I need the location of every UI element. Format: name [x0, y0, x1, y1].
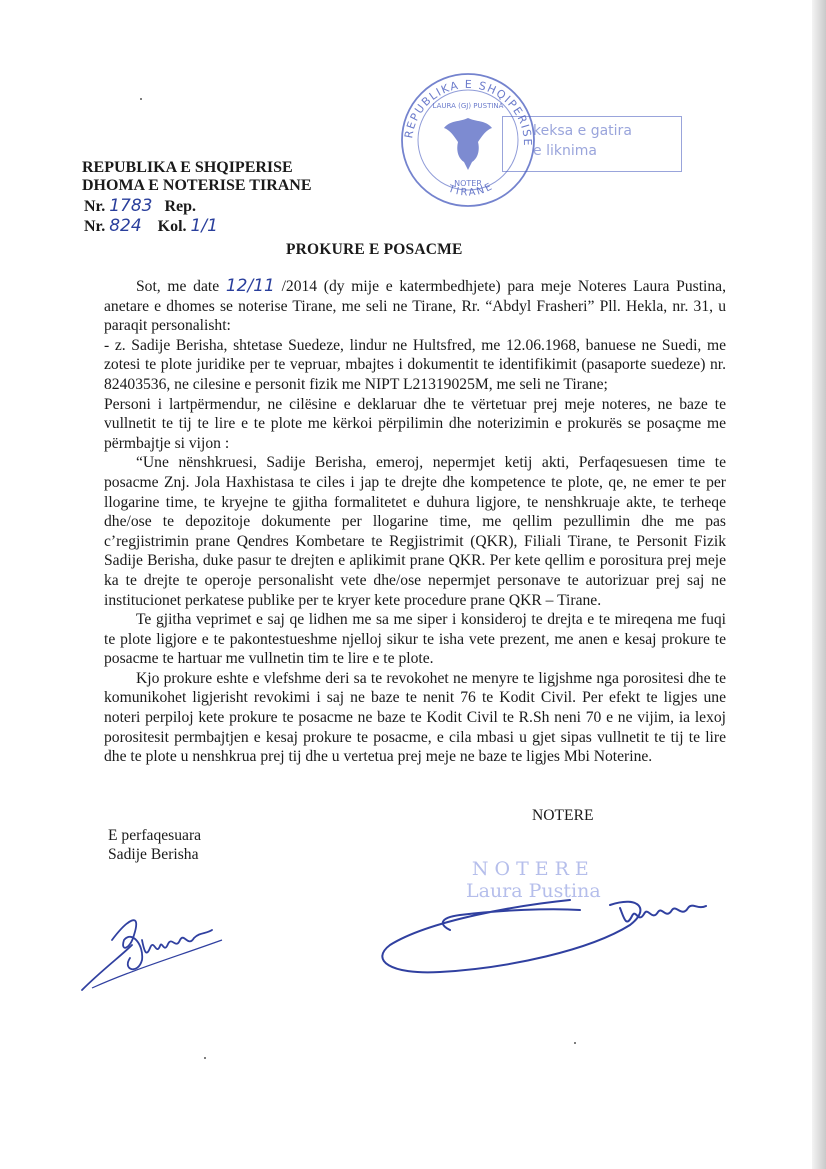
kol-number: 824	[109, 216, 142, 236]
notary-label: NOTERE	[532, 807, 594, 824]
paragraph-validity: Kjo prokure eshte e vlefshme deri sa te revokohet ne menyre te ligjshme nga porositesi dhe te komunikohet ligjerisht revokimi i saj ne baze te nenit 76 te Kodit Civil. Per efekt te ligjes une noteri perpiloj kete prokure te posacme ne baze te Kodit Civil te R.Sh neni 70 e ne vijim, ia lexoj porositesit permbajtjen e kesaj prokure te posacme, e cila mbasi u gjet sipas vullnetit te tij te lire dhe te plote u nenshkrua prej tij dhe u vertetua prej meje ne baze te ligjes Mbi Noterine.	[104, 669, 726, 766]
nr-label-2: Nr.	[84, 218, 106, 235]
svg-text:NOTER: NOTER	[454, 179, 482, 188]
rectangular-stamp	[502, 116, 682, 172]
header-republic: REPUBLIKA E SHQIPERISE	[82, 159, 293, 176]
paragraph-person: - z. Sadije Berisha, shtetase Suedeze, lindur ne Hultsfred, me 12.06.1968, banuese ne Suedi, me zotesi te plote juridike per te vepruar, mbajtes i dokumentit te identifikimit (pasaporte suedeze) nr. 82403536, ne cilesine e personit fizik me NIPT L21319025M, me seli ne Tirane;	[104, 336, 726, 393]
represented-party	[108, 826, 201, 864]
rect-stamp-line2: e liknima	[533, 143, 597, 159]
scan-speck	[140, 98, 142, 100]
page-edge-shadow	[812, 0, 826, 1169]
header-chamber: DHOMA E NOTERISE TIRANE	[82, 177, 312, 194]
date-rest: /2014 (dy mije e katermbedhjete) para meje Noteres Laura Pustina, anetare e dhomes se noterise Tirane, me seli ne Tirane, Rr. “Abdyl Frasheri” Pll. Hekla, nr. 31, u paraqit personalisht:	[104, 278, 726, 335]
handwritten-date: 12/11	[225, 276, 275, 296]
notary-stamp-name: Laura Pustina	[466, 880, 601, 902]
scan-speck	[574, 1042, 576, 1044]
paragraph-date	[104, 277, 726, 336]
kol-label: Kol.	[157, 218, 187, 235]
rep-label: Rep.	[164, 198, 197, 215]
rep-number-row	[84, 196, 196, 216]
represented-title: E perfaqesuara	[108, 827, 202, 844]
client-signature	[72, 900, 242, 1000]
scan-speck	[204, 1057, 206, 1059]
paragraph-mandate: “Une nënshkruesi, Sadije Berisha, emeroj, nepermjet ketij akti, Perfaqesuesen time te posacme Znj. Jola Haxhistasa te ciles i jap te drejte dhe kompetence te plote, qe, ne emer te per llogarine time, te kryejne te gjitha formalitetet e duhura ligjore, te nenshkruaje akte, te terheqe dhe/ose te depozitoje dokumente per llogarine time, me qellim pezullimin dhe me pas c’regjistrimin prane Qendres Kombetare te Regjistrimit (QKR), Filiali Tirane, te Personit Fizik Sadije Berisha, duke pasur te drejten e aplikimit prane QKR. Per kete qellim e porositura prej meje ka te drejte te operoje personalisht vete dhe/ose nepermjet personave te autorizuar prej saj ne institucionet perkatese publike per te kryer kete procedure prane QKR – Tirane.	[104, 454, 726, 609]
nr-label: Nr.	[84, 198, 106, 215]
rect-stamp-line1: keksa e gatira	[533, 123, 632, 139]
document-title: PROKURE E POSACME	[286, 241, 463, 258]
notary-signature	[370, 880, 730, 990]
document-header	[82, 159, 312, 195]
notary-stamp-title: NOTERE	[471, 858, 595, 880]
svg-text:TIRANE: TIRANE	[446, 180, 496, 199]
paragraph-actions: Te gjitha veprimet e saj qe lidhen me sa me siper i konsideroj te drejta e te mireqena me fuqi te plote ligjore e te pakontestueshme njelloj sikur te isha vete prezent, me anen e kesaj prokure te posacme te hartuar me vullnetin tim te lire e te plote.	[104, 611, 726, 668]
svg-text:LAURA (GJ) PUSTINA: LAURA (GJ) PUSTINA	[432, 102, 504, 110]
svg-text:REPUBLIKA E SHQIPERISE: REPUBLIKA E SHQIPERISE	[402, 77, 535, 148]
kol-value: 1/1	[190, 216, 218, 236]
paragraph-declaration: Personi i lartpërmendur, ne cilësine e deklaruar dhe te vërtetuar prej meje noteres, ne baze te vullnetit te tij te lire e te plote me kërkoi përpilimin dhe noterizimin e prokurës se posaçme me përmbajtje si vijon :	[104, 395, 726, 452]
date-prefix: Sot, me date	[136, 278, 220, 295]
rep-number: 1783	[109, 196, 153, 216]
kol-number-row	[84, 216, 218, 236]
represented-name: Sadije Berisha	[108, 846, 199, 863]
document-body	[104, 277, 726, 767]
